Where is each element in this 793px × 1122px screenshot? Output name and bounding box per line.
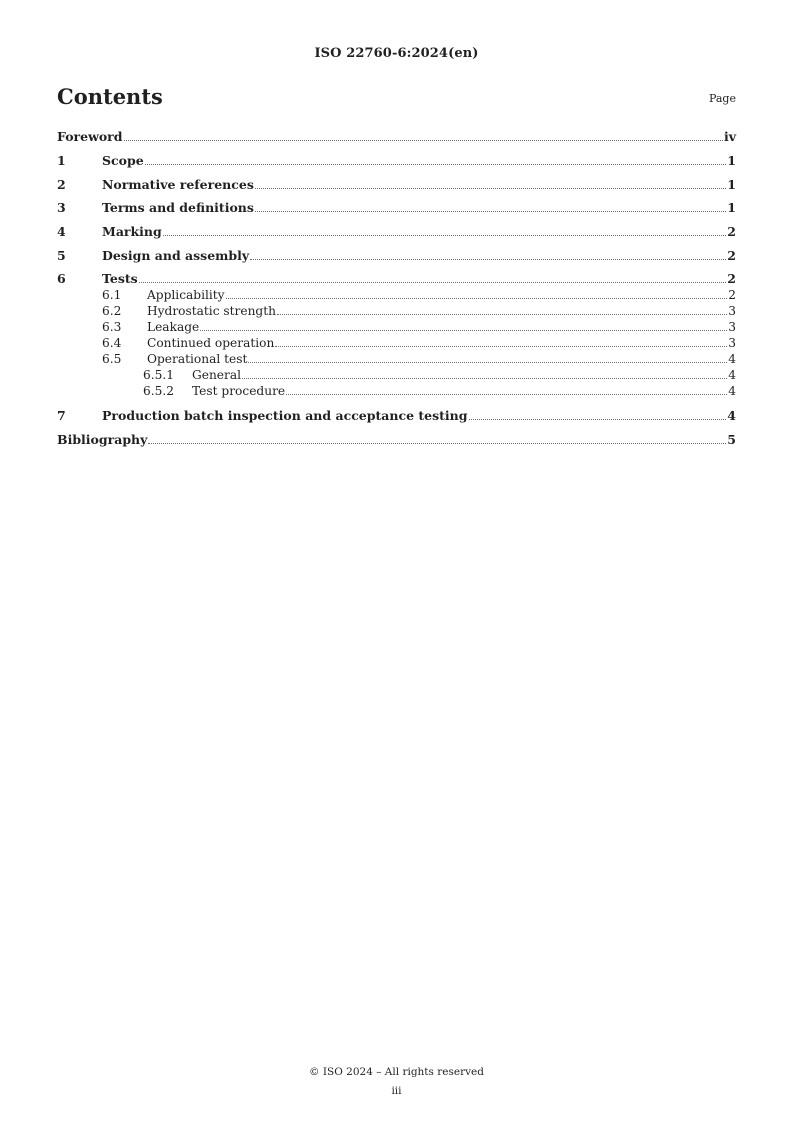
toc-entry-scope[interactable]: [57, 153, 736, 169]
toc-label: Test procedure: [192, 384, 286, 398]
dot-leader: [250, 258, 726, 260]
document-header: ISO 22760-6:2024(en): [314, 46, 479, 61]
dot-leader: [163, 234, 727, 236]
dot-leader: [200, 329, 727, 331]
toc-number: 7: [57, 408, 66, 423]
toc-entry-production-batch-inspection[interactable]: [57, 408, 736, 424]
dot-leader: [255, 210, 726, 212]
toc-number: 6.5: [102, 352, 122, 366]
toc-entry-design-and-assembly[interactable]: [57, 248, 736, 264]
toc-entry-test-procedure[interactable]: [57, 384, 736, 400]
toc-entry-hydrostatic-strength[interactable]: [57, 304, 736, 320]
toc-page: iv: [723, 129, 736, 144]
toc-number: 3: [57, 200, 66, 215]
toc-label: Tests: [102, 271, 138, 286]
toc-label: Production batch inspection and acceptance testing: [102, 408, 468, 423]
toc-entry-marking[interactable]: [57, 224, 736, 240]
toc-label: Operational test: [147, 352, 248, 366]
toc-number: 6.3: [102, 320, 122, 334]
toc-entry-operational-test[interactable]: [57, 352, 736, 368]
dot-leader: [145, 163, 727, 165]
dot-leader: [275, 345, 727, 347]
dot-leader: [139, 281, 727, 283]
toc-number: 1: [57, 153, 66, 168]
toc-entry-bibliography[interactable]: [57, 432, 736, 448]
toc-label: Applicability: [147, 288, 225, 302]
toc-entry-tests[interactable]: [57, 271, 736, 287]
footer-page-number: iii: [391, 1085, 402, 1097]
toc-label: Bibliography: [57, 432, 148, 447]
footer-copyright: © ISO 2024 – All rights reserved: [309, 1066, 484, 1078]
toc-page: 2: [728, 288, 736, 302]
dot-leader: [124, 139, 723, 141]
toc-page: 4: [728, 352, 736, 366]
contents-title: Contents: [57, 84, 163, 109]
toc-entry-general[interactable]: [57, 368, 736, 384]
dot-leader: [469, 418, 727, 420]
contents-title-row: [57, 84, 736, 112]
toc-page: 4: [728, 384, 736, 398]
toc-number: 6.5.2: [143, 384, 175, 398]
toc-number: 6.4: [102, 336, 122, 350]
toc-number: 6.1: [102, 288, 122, 302]
dot-leader: [286, 393, 727, 395]
toc-entry-terms-and-definitions[interactable]: [57, 200, 736, 216]
toc-page: 4: [728, 368, 736, 382]
toc-number: 6.5.1: [143, 368, 175, 382]
toc-page: 5: [727, 432, 736, 447]
toc-entry-leakage[interactable]: [57, 320, 736, 336]
toc-entry-applicability[interactable]: [57, 288, 736, 304]
toc-page: 3: [728, 336, 736, 350]
dot-leader: [248, 361, 727, 363]
dot-leader: [255, 187, 726, 189]
toc-number: 2: [57, 177, 66, 192]
toc-entry-normative-references[interactable]: [57, 177, 736, 193]
dot-leader: [148, 442, 726, 444]
toc-label: Scope: [102, 153, 144, 168]
dot-leader: [242, 377, 727, 379]
toc-number: 4: [57, 224, 66, 239]
toc-number: 6.2: [102, 304, 122, 318]
toc-page: 2: [727, 248, 736, 263]
toc-label: Terms and definitions: [102, 200, 254, 215]
toc-entry-continued-operation[interactable]: [57, 336, 736, 352]
page-column-label: Page: [708, 92, 736, 105]
toc-label: Design and assembly: [102, 248, 250, 263]
toc-label: Hydrostatic strength: [147, 304, 276, 318]
toc-entry-foreword[interactable]: [57, 129, 736, 145]
toc-label: Continued operation: [147, 336, 275, 350]
toc-label: Foreword: [57, 129, 123, 144]
dot-leader: [226, 297, 728, 299]
toc-page: 1: [727, 153, 736, 168]
toc-page: 2: [727, 224, 736, 239]
toc-number: 5: [57, 248, 66, 263]
toc-page: 3: [728, 320, 736, 334]
toc-label: General: [192, 368, 241, 382]
toc-label: Marking: [102, 224, 162, 239]
toc-page: 2: [727, 271, 736, 286]
toc-page: 1: [727, 200, 736, 215]
toc-page: 1: [727, 177, 736, 192]
toc-number: 6: [57, 271, 66, 286]
dot-leader: [277, 313, 727, 315]
toc-label: Normative references: [102, 177, 254, 192]
toc-label: Leakage: [147, 320, 200, 334]
toc-page: 3: [728, 304, 736, 318]
toc-page: 4: [727, 408, 736, 423]
